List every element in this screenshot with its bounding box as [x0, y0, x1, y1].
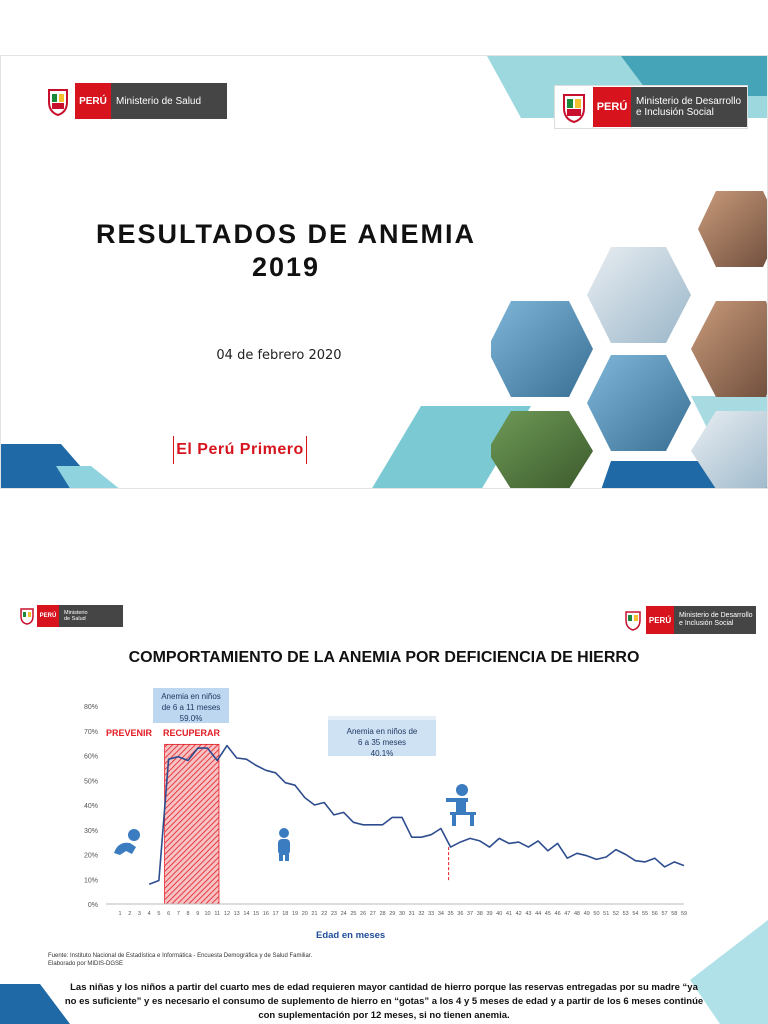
x-tick-label: 34	[437, 911, 444, 917]
x-tick-label: 19	[291, 911, 299, 917]
footer-line3: con suplementación por 12 meses, si no tienen anemia.	[258, 1010, 510, 1021]
x-tick-label: 55	[642, 911, 649, 917]
x-tick-label: 54	[632, 911, 639, 917]
photo-hexagon	[587, 355, 691, 451]
x-tick-label: 59	[680, 911, 688, 917]
x-tick-label: 45	[544, 911, 551, 917]
y-tick-label: 60%	[83, 753, 98, 761]
x-tick-label: 33	[428, 911, 435, 917]
x-tick-label: 18	[282, 911, 289, 917]
note2-value: 40.1%	[370, 749, 394, 758]
note1-line1: Anemia en niños	[161, 692, 221, 701]
minsa-peru-label: PERÚ	[75, 83, 111, 119]
y-tick-label: 80%	[83, 704, 98, 711]
footer-line1: Las niñas y los niños a partir del cuarto mes de edad requieren mayor cantidad de hierro porque las reservas entregadas por su madre “ya	[70, 982, 698, 993]
source-note	[48, 952, 312, 968]
x-tick-label: 52	[612, 911, 619, 917]
x-tick-label: 56	[651, 911, 658, 917]
x-tick-label: 9	[196, 911, 200, 917]
x-tick-label: 23	[330, 911, 337, 917]
x-tick-label: 8	[186, 911, 190, 917]
note-6-11-months	[153, 688, 229, 723]
x-tick-label: 14	[243, 911, 250, 917]
crawling-baby-icon	[114, 829, 140, 855]
title-line1: RESULTADOS DE ANEMIA	[95, 219, 476, 249]
photo-hexagon	[491, 411, 593, 489]
x-tick-label: 4	[147, 911, 151, 917]
midis-ministry-line2: e Inclusión Social	[679, 620, 734, 627]
minsa-ministry-line1: Ministerio	[64, 609, 88, 616]
slide1-title	[61, 218, 511, 284]
photo-hexagon	[491, 301, 593, 397]
minsa-ministry-label: Ministerio de Salud	[111, 83, 227, 119]
x-tick-label: 43	[525, 911, 532, 917]
x-tick-label: 20	[301, 911, 308, 917]
x-tick-label: 35	[447, 911, 454, 917]
el-peru-primero-logo: El Perú Primero	[173, 436, 307, 464]
toddler-icon	[278, 828, 290, 861]
midis-ministry-line1: Ministerio de Desarrollo	[636, 96, 742, 107]
child-highchair-icon	[446, 784, 476, 826]
y-tick-label: 50%	[83, 778, 98, 786]
minsa-logo	[41, 83, 227, 119]
x-tick-label: 17	[272, 911, 279, 917]
x-tick-label: 31	[408, 911, 415, 917]
source-line1: Fuente: Instituto Nacional de Estadística e Informática - Encuesta Demográfica y de Salud Familiar.	[48, 953, 313, 959]
x-tick-label: 40	[496, 911, 503, 917]
y-tick-label: 0%	[87, 902, 98, 909]
note2-line2: 6 a 35 meses	[357, 738, 407, 747]
title-slide	[0, 55, 768, 489]
x-tick-label: 3	[137, 911, 141, 917]
phase-recuperar: RECUPERAR	[163, 728, 221, 738]
x-tick-label: 15	[253, 911, 260, 917]
x-tick-label: 22	[321, 911, 328, 917]
x-tick-label: 58	[671, 911, 678, 917]
chart-slide-title: COMPORTAMIENTO DE LA ANEMIA POR DEFICIENCIA DE HIERRO	[128, 649, 640, 666]
note2-line1: Anemia en niños de	[346, 727, 418, 736]
x-tick-label: 29	[389, 911, 396, 917]
peru-shield-icon	[555, 85, 593, 129]
x-tick-label: 44	[535, 911, 542, 917]
midis-logo	[554, 85, 748, 129]
x-tick-label: 24	[340, 911, 347, 917]
anemia-line-chart	[0, 600, 768, 930]
y-tick-label: 20%	[83, 852, 98, 860]
x-tick-label: 36	[457, 911, 464, 917]
x-tick-label: 51	[603, 911, 610, 917]
anemia-chart-slide	[0, 600, 768, 1024]
title-line2: 2019	[251, 252, 321, 282]
minsa-ministry-line2: de Salud	[64, 616, 86, 622]
recuperar-band	[165, 744, 219, 904]
x-tick-label: 30	[398, 911, 406, 917]
x-tick-label: 10	[204, 911, 211, 917]
anemia-series-line	[149, 746, 684, 885]
y-tick-label: 30%	[83, 827, 98, 835]
x-tick-label: 38	[476, 911, 483, 917]
x-tick-label: 50	[593, 911, 600, 917]
x-tick-label: 42	[515, 911, 522, 917]
x-tick-label: 6	[167, 911, 171, 917]
x-tick-label: 16	[262, 911, 269, 917]
phase-prevenir: PREVENIR	[106, 728, 153, 738]
x-tick-label: 48	[573, 911, 581, 917]
midis-ministry-line2: e Inclusión Social	[636, 107, 714, 118]
source-line2: Elaborado por MIDIS-DGSE	[48, 961, 124, 967]
note-6-35-months	[328, 716, 436, 756]
x-tick-label: 37	[467, 911, 474, 917]
x-tick-label: 7	[176, 911, 180, 917]
x-tick-label: 28	[379, 911, 386, 917]
y-tick-label: 10%	[83, 877, 98, 885]
photo-collage	[491, 189, 768, 489]
footer-text	[38, 981, 730, 1023]
x-tick-label: 25	[350, 911, 357, 917]
note1-line2: de 6 a 11 meses	[161, 703, 221, 712]
x-axis-label: Edad en meses	[316, 930, 386, 941]
photo-hexagon	[587, 247, 691, 343]
midis-peru-label: PERÚ	[646, 606, 674, 634]
x-tick-label: 12	[223, 911, 231, 917]
x-tick-label: 1	[118, 911, 122, 917]
x-tick-label: 26	[360, 911, 367, 917]
x-tick-label: 13	[233, 911, 240, 917]
footer-line2: no es suficiente” y es necesario el consumo de suplemento de hierro en “gotas” a los 4 y 5 meses de edad y a partir de los 6 meses continúe	[64, 996, 704, 1007]
x-tick-label: 39	[486, 911, 493, 917]
x-tick-label: 53	[622, 911, 629, 917]
x-tick-label: 32	[418, 911, 425, 917]
photo-hexagon	[691, 301, 768, 397]
x-tick-label: 49	[583, 911, 590, 917]
minsa-peru-label: PERÚ	[37, 605, 59, 627]
x-tick-label: 21	[311, 911, 318, 917]
presentation-date: 04 de febrero 2020	[216, 348, 342, 363]
x-tick-label: 41	[505, 911, 513, 917]
peru-shield-icon	[41, 83, 75, 119]
x-tick-label: 46	[554, 911, 561, 917]
x-tick-label: 27	[369, 911, 376, 917]
note1-value: 59.0%	[179, 714, 203, 723]
x-tick-label: 11	[214, 911, 221, 917]
midis-peru-label: PERÚ	[593, 87, 631, 127]
midis-ministry-line1: Ministerio de Desarrollo	[679, 612, 753, 620]
x-tick-label: 57	[661, 911, 668, 917]
y-tick-label: 40%	[83, 803, 98, 810]
photo-hexagon	[698, 191, 768, 267]
photo-hexagon	[691, 411, 768, 489]
x-tick-label: 2	[128, 911, 132, 917]
y-tick-label: 70%	[83, 728, 98, 736]
x-tick-label: 47	[564, 911, 571, 917]
x-tick-label: 5	[157, 911, 161, 917]
